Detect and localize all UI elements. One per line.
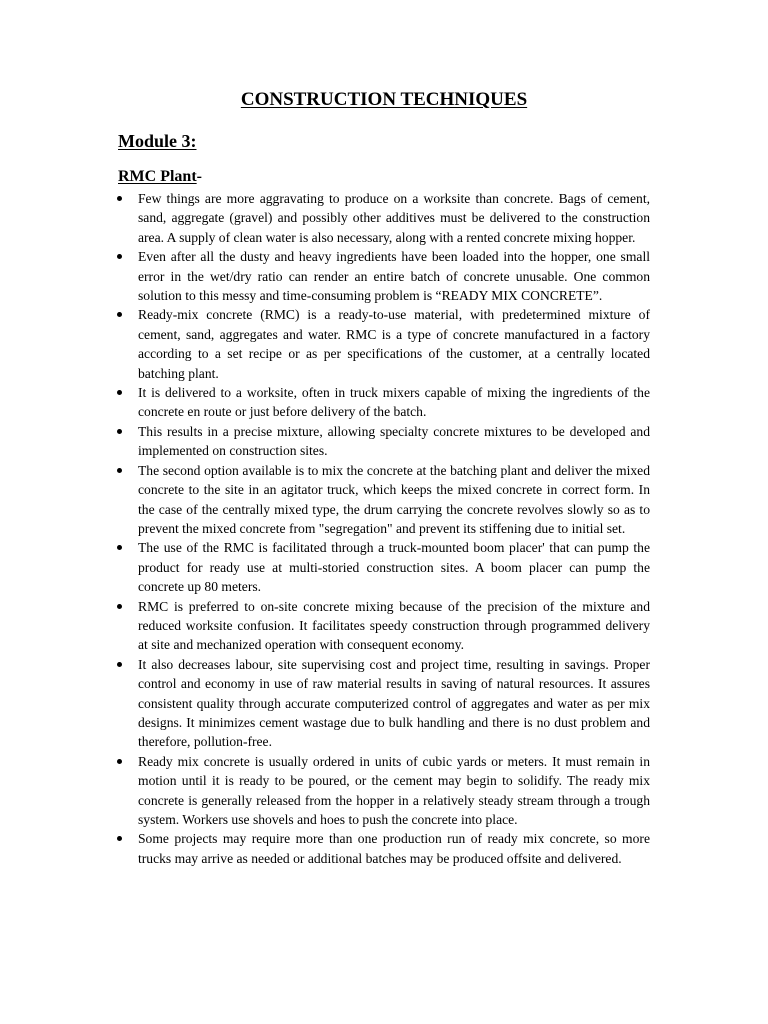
module-heading: Module 3: <box>118 131 197 151</box>
section-heading-text: RMC Plant <box>118 168 197 185</box>
bullet-icon <box>117 759 122 764</box>
bullet-icon <box>117 390 122 395</box>
list-item: Some projects may require more than one production run of ready mix concrete, so more trucks may arrive as needed or additional batches may be produced offsite and delivered. <box>138 829 650 868</box>
list-item: Ready-mix concrete (RMC) is a ready-to-use material, with predetermined mixture of cement, sand, aggregates and water. RMC is a type of concrete manufactured in a factory according to a set recipe or as per specifications of the customer, at a centrally located batching plant. <box>138 305 650 383</box>
list-item: It also decreases labour, site supervising cost and project time, resulting in savings. Proper control and economy in use of raw material results in saving of natural resources. It assures consistent quality through accurate computerized control of aggregates and water as per mix designs. It minimizes cement wastage due to bulk handling and there is no dust problem and therefore, pollution-free. <box>138 655 650 752</box>
list-item: The use of the RMC is facilitated through a truck-mounted boom placer' that can pump the product for ready use at multi-storied construction sites. A boom placer can pump the concrete up 80 meters. <box>138 538 650 596</box>
bullet-icon <box>117 662 122 667</box>
list-item: Ready mix concrete is usually ordered in units of cubic yards or meters. It must remain in motion until it is ready to be poured, or the cement may begin to solidify. The ready mix concrete is generally released from the hopper in a relatively steady stream through a trough system. Workers use shovels and hoes to push the concrete into place. <box>138 752 650 830</box>
section-heading-suffix: - <box>196 168 202 185</box>
bullet-icon <box>117 429 122 434</box>
bullet-list <box>138 189 650 868</box>
document-title: CONSTRUCTION TECHNIQUES <box>240 89 528 110</box>
list-item: RMC is preferred to on-site concrete mixing because of the precision of the mixture and reduced worksite confusion. It facilitates speedy construction through programmed delivery at site and mechanized operation with consequent economy. <box>138 597 650 655</box>
bullet-icon <box>117 254 122 259</box>
list-item: It is delivered to a worksite, often in truck mixers capable of mixing the ingredients of the concrete en route or just before delivery of the batch. <box>138 383 650 422</box>
list-item: Even after all the dusty and heavy ingredients have been loaded into the hopper, one small error in the wet/dry ratio can render an entire batch of concrete unusable. One common solution to this messy and time-consuming problem is “READY MIX CONCRETE”. <box>138 247 650 305</box>
list-item: The second option available is to mix the concrete at the batching plant and deliver the mixed concrete to the site in an agitator truck, which keeps the mixed concrete in correct form. In the case of the centrally mixed type, the drum carrying the concrete revolves slowly so as to prevent the mixed concrete from "segregation" and prevent its stiffening due to initial set. <box>138 461 650 539</box>
list-item: This results in a precise mixture, allowing specialty concrete mixtures to be developed and implemented on construction sites. <box>138 422 650 461</box>
list-item: Few things are more aggravating to produce on a worksite than concrete. Bags of cement, sand, aggregate (gravel) and possibly other additives must be delivered to the construction area. A supply of clean water is also necessary, along with a rented concrete mixing hopper. <box>138 189 650 247</box>
bullet-icon <box>117 545 122 550</box>
bullet-icon <box>117 604 122 609</box>
section-heading <box>118 166 202 188</box>
bullet-icon <box>117 468 122 473</box>
bullet-icon <box>117 836 122 841</box>
bullet-icon <box>117 196 122 201</box>
bullet-icon <box>117 312 122 317</box>
